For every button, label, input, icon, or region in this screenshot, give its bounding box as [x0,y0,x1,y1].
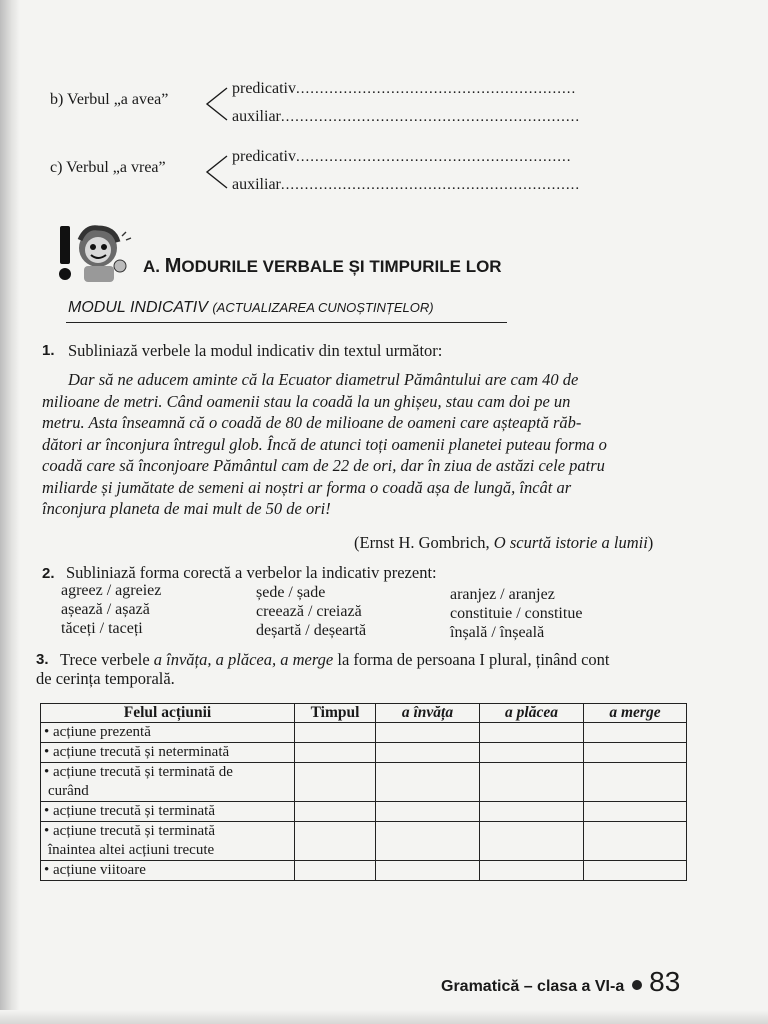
action-cell: • acțiune prezentă [41,723,295,743]
header-cell: a învăța [376,704,480,723]
exercise-3-prompt: Trece verbele a învăța, a plăcea, a merge la forma de persoana I plural, ținând cont [60,650,610,669]
answer-cell[interactable] [480,743,584,763]
text-line: miliarde și jumătate de semeni ai noștri ar forma o coadă așa de lungă, încât ar [42,477,572,497]
action-cell [41,822,295,861]
answer-cell[interactable] [376,763,480,802]
answer-cell[interactable] [584,743,687,763]
word-pair: șede / șade [256,584,326,601]
action-line: • acțiune trecută și terminată de [44,764,233,780]
bullet-dot-icon [632,980,642,990]
verb-c-option1: predicativ.......................................................... [232,148,572,165]
page-footer: Gramatică – clasa a VI-a 83 [441,966,681,997]
text-line: înconjura planeta de mai mult de 50 de ori! [42,499,331,518]
header-cell: a merge [584,704,687,723]
answer-cell[interactable] [584,822,687,861]
action-cell: • acțiune trecută și terminată [41,802,295,822]
answer-cell[interactable] [480,802,584,822]
exercise-1-prompt: Subliniază verbele la modul indicativ din textul următor: [68,341,443,360]
word-pair: așează / așază [61,601,150,618]
action-line: curând [48,783,89,799]
tense-table [40,703,687,881]
table-header-row [41,704,687,723]
answer-cell[interactable] [376,723,480,743]
word-pair: aranjez / aranjez [450,586,555,603]
table-row [41,763,687,802]
exercise-3-number: 3. [36,651,49,668]
action-line: înaintea altei acțiuni trecute [48,842,215,858]
answer-cell[interactable] [480,861,584,881]
answer-cell[interactable] [376,822,480,861]
verb-b-option1: predicativ........................................................... [232,80,577,97]
exercise-2-prompt: Subliniază forma corectă a verbelor la indicativ prezent: [66,563,437,582]
answer-cell[interactable] [584,802,687,822]
answer-cell[interactable] [480,763,584,802]
answer-cell[interactable] [480,822,584,861]
answer-cell[interactable] [295,763,376,802]
action-line: • acțiune trecută și terminată [44,823,216,839]
exercise-3-prompt-line2: de cerința temporală. [36,669,175,688]
page-number: 83 [649,966,681,997]
bracket-icon [203,87,231,121]
answer-cell[interactable] [584,861,687,881]
action-cell: • acțiune viitoare [41,861,295,881]
exercise-1-number: 1. [42,342,55,359]
text-line: Dar să ne aducem aminte că la Ecuator diametrul Pământului are cam 40 de [68,370,579,389]
text-line: milioane de metri. Când oamenii stau la coadă la un ghișeu, stau cam doi pe un [42,391,571,411]
text-line: dători ar înconjura întregul glob. Încă de atunci toți oamenii planetei puteau forma o [42,434,607,454]
table-row [41,723,687,743]
table-row [41,802,687,822]
answer-cell[interactable] [295,802,376,822]
word-pair: creează / creiază [256,603,362,620]
subheading-underline [66,322,507,323]
action-cell: • acțiune trecută și neterminată [41,743,295,763]
table-row [41,861,687,881]
answer-cell[interactable] [295,861,376,881]
header-cell: a plăcea [480,704,584,723]
subheading: MODUL INDICATIV (ACTUALIZAREA CUNOȘTINȚELOR) [68,299,434,316]
table-row [41,743,687,763]
page-bottom-shadow [0,1010,768,1024]
verb-c-option2: auxiliar............................................................... [232,176,581,193]
verb-b-label: b) Verbul „a avea” [50,91,169,108]
page-edge-shadow [0,0,20,1024]
exercise-1-source: (Ernst H. Gombrich, O scurtă istorie a lumii) [354,533,654,552]
exercise-2-number: 2. [42,565,55,582]
answer-cell[interactable] [376,802,480,822]
answer-cell[interactable] [376,861,480,881]
text-line: coadă care să înconjoare Pământul cam de 22 de ori, dar în ziua de astăzi cele patru [42,456,605,475]
bracket-icon [203,155,231,189]
header-cell: Felul acțiunii [41,704,295,723]
word-pair: constituie / constitue [450,605,583,622]
header-cell: Timpul [295,704,376,723]
word-pair: tăceți / taceți [61,620,143,637]
answer-cell[interactable] [376,743,480,763]
exercise-1-text [42,369,698,520]
section-title: A. MODURILE VERBALE ȘI TIMPURILE LOR [143,255,502,277]
answer-cell[interactable] [295,723,376,743]
mascot-exclamation-icon [56,222,132,284]
answer-cell[interactable] [584,723,687,743]
action-cell [41,763,295,802]
answer-cell[interactable] [295,822,376,861]
answer-cell[interactable] [295,743,376,763]
word-pair: deșartă / deșeartă [256,622,367,639]
verb-b-option2: auxiliar............................................................... [232,108,581,125]
word-pair: agreez / agreiez [61,582,162,599]
word-pair: înșală / înșeală [450,624,545,641]
verb-c-label: c) Verbul „a vrea” [50,159,166,176]
answer-cell[interactable] [584,763,687,802]
table-row [41,822,687,861]
text-line: metru. Asta înseamnă că o coadă de 80 de milioane de oameni care așteaptă răb- [42,413,582,432]
answer-cell[interactable] [480,723,584,743]
